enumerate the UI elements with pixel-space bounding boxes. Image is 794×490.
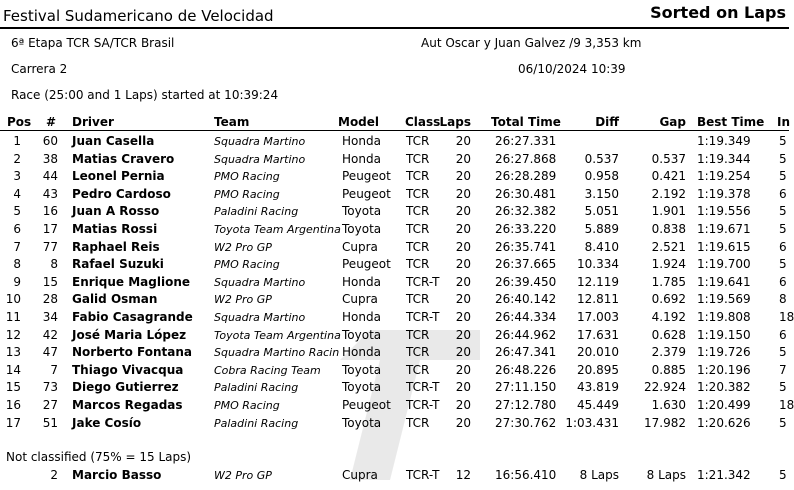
- cell-laps: 12: [455, 468, 471, 482]
- cell-class: TCR: [406, 151, 430, 166]
- cell-laps: 20: [455, 310, 471, 324]
- col-laps-header: Laps: [439, 115, 471, 129]
- cell-diff: 10.334: [577, 257, 619, 272]
- cell-pos: 12: [5, 327, 21, 342]
- cell-best: 1:20.382: [697, 380, 751, 395]
- cell-model: Cupra: [342, 468, 378, 482]
- cell-laps: 20: [455, 151, 471, 166]
- cell-in: 5: [779, 468, 787, 482]
- cell-class: TCR: [406, 362, 430, 377]
- cell-best: 1:19.615: [697, 239, 751, 254]
- result-row: [0, 398, 794, 416]
- cell-in: 8: [779, 292, 787, 307]
- cell-in: 6: [779, 327, 787, 342]
- result-row: [0, 380, 789, 398]
- cell-diff: 3.150: [584, 186, 619, 201]
- cell-model: Toyota: [342, 327, 382, 342]
- result-row: [0, 257, 789, 275]
- cell-class: TCR: [406, 186, 430, 201]
- cell-pos: 1: [13, 134, 21, 148]
- session-datetime: 06/10/2024 10:39: [518, 62, 626, 76]
- cell-diff: 5.889: [584, 222, 619, 236]
- cell-team: Squadra Martino: [214, 311, 306, 324]
- cell-diff: 5.051: [584, 204, 619, 219]
- cell-diff: 45.449: [577, 398, 619, 412]
- cell-num: 43: [42, 186, 58, 201]
- cell-diff: 20.895: [577, 362, 619, 377]
- cell-num: 77: [42, 239, 58, 254]
- cell-in: 18: [779, 398, 794, 412]
- cell-in: 5: [779, 222, 787, 236]
- result-row: [0, 292, 789, 310]
- result-row: [0, 416, 789, 434]
- cell-num: 28: [42, 292, 58, 307]
- cell-team: PMO Racing: [214, 187, 280, 201]
- result-row: [0, 345, 789, 363]
- cell-gap: 0.421: [651, 169, 686, 184]
- cell-laps: 20: [455, 239, 471, 254]
- cell-in: 5: [779, 380, 787, 395]
- cell-laps: 20: [455, 186, 471, 201]
- cell-gap: 0.692: [651, 292, 686, 307]
- cell-in: 6: [779, 239, 787, 254]
- cell-gap: 2.379: [651, 345, 686, 360]
- session-name: Carrera 2: [11, 62, 68, 76]
- col-num-header: #: [46, 115, 57, 129]
- cell-class: TCR: [406, 327, 430, 342]
- cell-best: 1:20.626: [697, 415, 751, 430]
- result-row: [0, 275, 789, 293]
- cell-pos: 7: [13, 239, 21, 254]
- cell-laps: 20: [455, 204, 471, 219]
- cell-laps: 20: [455, 169, 471, 184]
- cell-diff: 17.003: [577, 310, 619, 324]
- cell-team: W2 Pro GP: [214, 293, 272, 307]
- cell-num: 47: [42, 345, 58, 360]
- cell-pos: 10: [5, 292, 21, 307]
- col-driver-header: Driver: [72, 115, 114, 129]
- cell-total: 26:35.741: [495, 239, 557, 254]
- cell-best: 1:19.378: [697, 186, 751, 201]
- cell-total: 26:44.334: [495, 310, 557, 324]
- cell-driver: Galid Osman: [72, 292, 158, 307]
- result-row: [0, 187, 789, 205]
- cell-team: W2 Pro GP: [214, 469, 272, 482]
- cell-in: 18: [779, 310, 794, 324]
- cell-model: Toyota: [342, 415, 382, 430]
- cell-driver: Enrique Maglione: [72, 274, 191, 289]
- col-total-header: Total Time: [491, 115, 561, 129]
- cell-model: Honda: [342, 151, 381, 166]
- cell-laps: 20: [455, 222, 471, 236]
- cell-laps: 20: [455, 362, 471, 377]
- cell-best: 1:20.499: [697, 398, 751, 412]
- cell-pos: 8: [13, 257, 21, 272]
- cell-gap: 0.537: [651, 151, 686, 166]
- cell-driver: José Maria López: [72, 327, 187, 342]
- cell-gap: 22.924: [644, 380, 686, 395]
- cell-model: Toyota: [342, 362, 382, 377]
- cell-team: Squadra Martino: [214, 275, 306, 289]
- cell-gap: 4.192: [651, 310, 686, 324]
- cell-in: 6: [779, 186, 787, 201]
- header-rule: [0, 130, 789, 131]
- cell-class: TCR: [406, 204, 430, 219]
- col-pos-header: Pos: [7, 115, 32, 129]
- cell-best: 1:21.342: [697, 468, 751, 482]
- cell-class: TCR: [406, 292, 430, 307]
- cell-num: 38: [42, 151, 58, 166]
- cell-gap: 8 Laps: [646, 468, 686, 482]
- cell-total: 26:37.665: [495, 257, 557, 272]
- result-row: [0, 152, 789, 170]
- cell-class: TCR-T: [406, 468, 440, 482]
- cell-driver: Fabio Casagrande: [72, 310, 193, 324]
- cell-num: 15: [42, 274, 58, 289]
- cell-gap: 2.521: [651, 239, 686, 254]
- cell-best: 1:19.641: [697, 274, 751, 289]
- cell-class: TCR: [406, 222, 430, 236]
- cell-model: Cupra: [342, 239, 378, 254]
- cell-class: TCR-T: [406, 310, 440, 324]
- cell-team: Toyota Team Argentina: [214, 328, 341, 342]
- page-title: Festival Sudamericano de Velocidad: [3, 7, 274, 25]
- cell-gap: 1.630: [651, 398, 686, 412]
- cell-model: Honda: [342, 134, 381, 148]
- cell-pos: 14: [5, 362, 21, 377]
- cell-class: TCR: [406, 257, 430, 272]
- cell-total: 26:30.481: [495, 186, 557, 201]
- cell-num: 73: [42, 380, 58, 395]
- cell-total: 26:33.220: [495, 222, 557, 236]
- cell-num: 60: [42, 134, 58, 148]
- cell-pos: 4: [13, 186, 21, 201]
- cell-team: Paladini Racing: [214, 416, 299, 430]
- cell-total: 26:39.450: [495, 274, 557, 289]
- cell-team: PMO Racing: [214, 399, 280, 412]
- cell-model: Peugeot: [342, 169, 391, 184]
- cell-team: PMO Racing: [214, 170, 280, 184]
- cell-diff: 0.537: [584, 151, 619, 166]
- cell-num: 8: [50, 257, 58, 272]
- result-row: [0, 240, 789, 258]
- cell-in: 5: [779, 345, 787, 360]
- cell-diff: 8.410: [584, 239, 619, 254]
- cell-team: PMO Racing: [214, 258, 280, 272]
- cell-best: 1:19.556: [697, 204, 751, 219]
- cell-pos: 17: [5, 415, 21, 430]
- cell-diff: 1:03.431: [565, 415, 619, 430]
- cell-in: 5: [779, 151, 787, 166]
- cell-laps: 20: [455, 257, 471, 272]
- cell-diff: 8 Laps: [579, 468, 619, 482]
- col-gap-header: Gap: [659, 115, 686, 129]
- cell-team: Squadra Martino: [214, 135, 306, 148]
- cell-driver: Jake Cosío: [72, 415, 142, 430]
- cell-best: 1:19.150: [697, 327, 751, 342]
- result-row: [0, 222, 789, 240]
- cell-model: Peugeot: [342, 398, 391, 412]
- cell-team: Paladini Racing: [214, 205, 299, 219]
- cell-driver: Matias Rossi: [72, 222, 158, 236]
- cell-best: 1:19.349: [697, 134, 751, 148]
- cell-num: 51: [42, 415, 58, 430]
- cell-pos: 9: [13, 274, 21, 289]
- cell-best: 1:19.569: [697, 292, 751, 307]
- cell-best: 1:19.254: [697, 169, 751, 184]
- cell-diff: 20.010: [577, 345, 619, 360]
- cell-in: 5: [779, 204, 787, 219]
- cell-team: Toyota Team Argentina: [214, 223, 341, 236]
- cell-best: 1:19.671: [697, 222, 751, 236]
- event-name: 6ª Etapa TCR SA/TCR Brasil: [11, 36, 175, 50]
- cell-total: 16:56.410: [495, 468, 557, 482]
- cell-in: 5: [779, 415, 787, 430]
- cell-num: 7: [50, 362, 58, 377]
- cell-class: TCR-T: [406, 398, 440, 412]
- cell-best: 1:19.344: [697, 151, 751, 166]
- cell-in: 7: [779, 362, 787, 377]
- cell-in: 5: [779, 169, 787, 184]
- cell-class: TCR: [406, 239, 430, 254]
- cell-total: 26:47.341: [495, 345, 557, 360]
- cell-gap: 1.924: [651, 257, 686, 272]
- cell-num: 17: [42, 222, 58, 236]
- cell-num: 16: [42, 204, 58, 219]
- cell-laps: 20: [455, 274, 471, 289]
- cell-total: 26:27.331: [495, 134, 557, 148]
- cell-team: W2 Pro GP: [214, 240, 272, 254]
- col-class-header: Class: [405, 115, 441, 129]
- cell-gap: 0.885: [651, 362, 686, 377]
- cell-num: 2: [50, 468, 58, 482]
- cell-driver: Thiago Vivacqua: [72, 362, 184, 377]
- cell-driver: Rafael Suzuki: [72, 257, 164, 272]
- cell-total: 27:12.780: [495, 398, 557, 412]
- cell-in: 6: [779, 274, 787, 289]
- result-row: [0, 169, 789, 187]
- cell-laps: 20: [455, 415, 471, 430]
- cell-class: TCR: [406, 345, 430, 360]
- cell-diff: 0.958: [584, 169, 619, 184]
- cell-pos: 5: [13, 204, 21, 219]
- cell-total: 26:40.142: [495, 292, 557, 307]
- cell-in: 5: [779, 134, 787, 148]
- cell-num: 27: [42, 398, 58, 412]
- race-info: Race (25:00 and 1 Laps) started at 10:39:24: [11, 88, 279, 102]
- cell-best: 1:19.726: [697, 345, 751, 360]
- cell-gap: 1.785: [651, 274, 686, 289]
- cell-model: Honda: [342, 345, 381, 360]
- cell-laps: 20: [455, 292, 471, 307]
- result-row: [0, 310, 794, 328]
- cell-laps: 20: [455, 398, 471, 412]
- cell-class: TCR-T: [406, 380, 440, 395]
- cell-laps: 20: [455, 327, 471, 342]
- cell-model: Toyota: [342, 222, 382, 236]
- cell-laps: 20: [455, 345, 471, 360]
- cell-model: Peugeot: [342, 186, 391, 201]
- cell-in: 5: [779, 257, 787, 272]
- cell-class: TCR-T: [406, 274, 440, 289]
- cell-total: 26:27.868: [495, 151, 557, 166]
- cell-diff: 12.811: [577, 292, 619, 307]
- cell-num: 44: [42, 169, 58, 184]
- cell-model: Honda: [342, 310, 381, 324]
- cell-driver: Diego Gutierrez: [72, 380, 179, 395]
- cell-total: 26:32.382: [495, 204, 557, 219]
- cell-diff: 12.119: [577, 274, 619, 289]
- cell-model: Toyota: [342, 380, 382, 395]
- cell-driver: Norberto Fontana: [72, 345, 192, 360]
- cell-model: Cupra: [342, 292, 378, 307]
- col-team-header: Team: [214, 115, 250, 129]
- track-name: Aut Oscar y Juan Galvez /9 3,353 km: [421, 36, 642, 50]
- result-row: [0, 468, 789, 486]
- cell-best: 1:20.196: [697, 362, 751, 377]
- cell-driver: Leonel Pernia: [72, 169, 165, 184]
- cell-num: 42: [42, 327, 58, 342]
- result-row: [0, 328, 789, 346]
- cell-best: 1:19.808: [697, 310, 751, 324]
- col-in-header: In: [777, 115, 791, 129]
- cell-pos: 2: [13, 151, 21, 166]
- cell-total: 27:30.762: [495, 415, 557, 430]
- col-diff-header: Diff: [595, 115, 619, 129]
- col-model-header: Model: [338, 115, 380, 129]
- cell-class: TCR: [406, 169, 430, 184]
- cell-pos: 15: [5, 380, 21, 395]
- cell-best: 1:19.700: [697, 257, 751, 272]
- cell-model: Toyota: [342, 204, 382, 219]
- cell-pos: 13: [5, 345, 21, 360]
- cell-team: Cobra Racing Team: [214, 363, 321, 377]
- cell-driver: Pedro Cardoso: [72, 186, 171, 201]
- cell-num: 34: [42, 310, 58, 324]
- cell-driver: Matias Cravero: [72, 151, 175, 166]
- not-classified-label: Not classified (75% = 15 Laps): [6, 450, 192, 464]
- cell-gap: 0.628: [651, 327, 686, 342]
- cell-total: 27:11.150: [495, 380, 557, 395]
- cell-laps: 20: [455, 380, 471, 395]
- cell-gap: 1.901: [651, 204, 686, 219]
- cell-class: TCR: [406, 134, 430, 148]
- cell-total: 26:28.289: [495, 169, 557, 184]
- cell-gap: 2.192: [651, 186, 686, 201]
- cell-pos: 16: [5, 398, 21, 412]
- col-best-header: Best Time: [697, 115, 765, 129]
- cell-laps: 20: [455, 134, 471, 148]
- cell-driver: Raphael Reis: [72, 239, 160, 254]
- cell-driver: Juan A Rosso: [72, 204, 160, 219]
- cell-pos: 3: [13, 169, 21, 184]
- cell-driver: Marcio Basso: [72, 468, 162, 482]
- cell-driver: Marcos Regadas: [72, 398, 183, 412]
- cell-total: 26:48.226: [495, 362, 557, 377]
- cell-total: 26:44.962: [495, 327, 557, 342]
- cell-gap: 0.838: [651, 222, 686, 236]
- cell-diff: 17.631: [577, 327, 619, 342]
- cell-model: Peugeot: [342, 257, 391, 272]
- cell-team: Squadra Martino: [214, 152, 306, 166]
- result-row: [0, 134, 789, 152]
- cell-team: Paladini Racing: [214, 381, 299, 395]
- cell-gap: 17.982: [644, 415, 686, 430]
- result-row: [0, 363, 789, 381]
- cell-driver: Juan Casella: [72, 134, 155, 148]
- sort-label: Sorted on Laps: [650, 3, 786, 22]
- cell-model: Honda: [342, 274, 381, 289]
- cell-class: TCR: [406, 415, 430, 430]
- cell-pos: 11: [5, 310, 21, 324]
- title-rule: [0, 27, 789, 29]
- result-row: [0, 204, 789, 222]
- cell-pos: 6: [13, 222, 21, 236]
- cell-diff: 43.819: [577, 380, 619, 395]
- cell-team: Squadra Martino Racin: [214, 346, 340, 360]
